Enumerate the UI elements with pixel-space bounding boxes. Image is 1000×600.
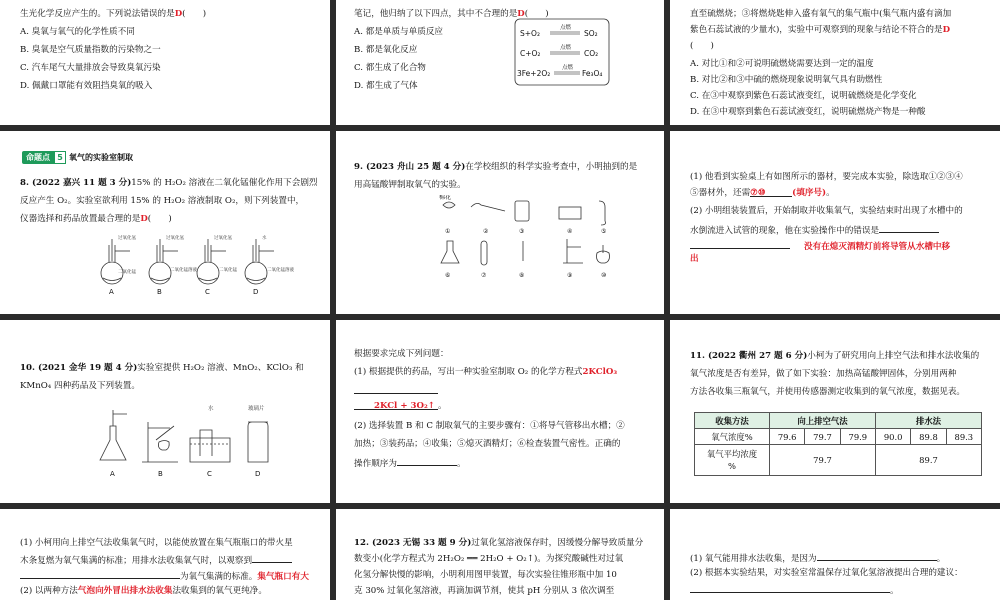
option-a: A. 臭氧与氧气的化学性质不同 xyxy=(20,27,135,37)
option-c: C. 汽车尾气大量排放会导致臭氧污染 xyxy=(20,63,161,73)
label-d-bottom: 二氧化锰溶液 xyxy=(267,268,294,273)
table-cell: 79.7 xyxy=(770,445,876,476)
answer-mark: D xyxy=(517,9,525,19)
item-num-1: ① xyxy=(445,228,451,235)
answer-1a: 2KClO₃ xyxy=(582,367,618,377)
sub-question-1-cont: 木条复燃为氧气集满的标准；用排水法收集氧气时，以观察到 xyxy=(20,556,253,566)
topic-badge xyxy=(22,151,133,164)
panel-q-oxygen-notes xyxy=(336,0,664,125)
answer-1: ⑦⑩ xyxy=(750,188,766,198)
question-text-2: 氧气浓度是否有差异，做了如下实验：加热高锰酸钾固体，分别用两种 xyxy=(690,369,957,379)
item-num-8: ⑧ xyxy=(519,272,525,279)
period-2: 。 xyxy=(890,586,899,596)
sub-question-1: (1) 氧气能用排水法收集，是因为 xyxy=(690,554,817,564)
answer-paren: ( ) xyxy=(524,9,549,19)
option-a: A. 对比①和②可说明硫燃烧需要达到一定的温度 xyxy=(690,59,874,69)
option-a: A. 都是单质与单质反应 xyxy=(354,27,444,37)
sub-question-2: (2) 根据本实验结果，对实验室常温保存过氧化氢溶液提出合理的建议： xyxy=(690,568,963,578)
option-label-b: B xyxy=(158,470,163,478)
period: 。 xyxy=(826,188,835,198)
table-cell: 79.9 xyxy=(840,429,875,445)
equation-box xyxy=(514,18,610,88)
question-source: 11. (2022 衢州 27 题 6 分) xyxy=(690,351,808,361)
table-row-label-b: % xyxy=(728,461,736,471)
instructions: 根据要求完成下列问题： xyxy=(354,349,449,359)
question-text-3: 仪器选择和药品放置最合理的是 xyxy=(20,214,141,224)
answer-blank-1b xyxy=(20,569,180,579)
panel-q8-h2o2 xyxy=(0,131,330,314)
equation-1-right: SO₂ xyxy=(584,29,598,38)
sub-question-2: (2) 小明组装装置后，开始制取并收集氧气，实验结束时出现了水槽中的 xyxy=(690,206,963,216)
sub-question-2: (2) 选择装置 B 和 C 制取氧气的主要步骤有：①将导气管移出水槽；② xyxy=(354,421,625,431)
panel-q-sulfur xyxy=(670,0,1000,125)
question-text-1: 实验室提供 H₂O₂ 溶液、MnO₂、KClO₃ 和 xyxy=(137,363,304,373)
panel-q12-h2o2 xyxy=(336,509,664,600)
period: 。 xyxy=(936,554,946,564)
table-cell: 90.0 xyxy=(875,429,910,445)
label-c-top: 过氧化氢 xyxy=(214,236,232,241)
table-header-row xyxy=(695,413,982,429)
table-header: 排水法 xyxy=(875,413,981,429)
panel-q-ozone xyxy=(0,0,330,125)
item-num-10: ⑩ xyxy=(601,272,607,279)
panel-q11-answers xyxy=(0,509,330,600)
question-text-2: 数变小(化学方程式为 2H₂O₂ ══ 2H₂O + O₂↑)。为探究酸碱性对过氧 xyxy=(354,554,624,564)
cotton-label: 棉花 xyxy=(439,195,452,201)
answer-mark: D xyxy=(942,25,951,35)
answer-2-line1: 没有在熄灭酒精灯前将导管从水槽中移 xyxy=(804,242,951,252)
option-d: D. 都生成了气体 xyxy=(354,81,418,91)
label-c-bottom: 二氧化锰 xyxy=(219,268,237,273)
question-text-1: 小柯为了研究用向上排空气法和排水法收集的 xyxy=(807,351,980,361)
answer-1b: 2KCl + 3O₂↑ xyxy=(374,401,435,411)
table-row xyxy=(695,429,982,445)
label-a-bottom: 二氧化锰 xyxy=(118,270,136,275)
question-text-1: 15% 的 H₂O₂ 溶液在二氧化锰催化作用下会剧烈 xyxy=(131,178,318,188)
question-source: 12. (2023 无锡 33 题 9 分) xyxy=(354,538,472,548)
apparatus-d xyxy=(248,422,268,462)
question-text: 生光化学反应产生的。下列说法错误的是 xyxy=(20,9,175,19)
answer-blank-1b xyxy=(354,400,438,410)
table-cell: 89.7 xyxy=(875,445,981,476)
table-header: 收集方法 xyxy=(695,413,770,429)
option-b: B. 对比②和③中硫的燃烧现象说明氧气具有助燃性 xyxy=(690,75,883,85)
glass-plate-label: 玻璃片 xyxy=(248,406,265,412)
answer-blank-2 xyxy=(690,583,890,593)
table-header: 向上排空气法 xyxy=(770,413,876,429)
apparatus-abcd xyxy=(90,400,290,480)
table-cell: 89.3 xyxy=(946,429,981,445)
question-text-1: 直至硫燃烧；③将燃烧匙伸入盛有氧气的集气瓶中(集气瓶内盛有滴加 xyxy=(690,9,952,19)
apparatus-c xyxy=(190,430,230,462)
item-num-3: ③ xyxy=(519,228,525,235)
spatula-icon xyxy=(471,203,505,211)
option-label-b: B xyxy=(157,288,162,296)
panel-q10-answers xyxy=(336,320,664,503)
topic-title: 氧气的实验室制取 xyxy=(69,153,133,162)
question-source: 10. (2021 金华 19 题 4 分) xyxy=(20,363,138,373)
item-num-7: ⑦ xyxy=(481,272,487,279)
table-row xyxy=(695,445,982,476)
answer-blank-1 xyxy=(354,384,438,394)
option-label-c: C xyxy=(205,288,210,296)
apparatus-b xyxy=(142,422,178,462)
answer-blank-2 xyxy=(879,223,939,233)
equation-3-condition: 点燃 xyxy=(562,65,574,71)
panel-q12-answers xyxy=(670,509,1000,600)
equipment-grid xyxy=(431,195,631,305)
question-text-4: 克 30% 过氧化氢溶液，再滴加调节剂，使其 pH 分别从 3 依次调至 xyxy=(354,586,615,596)
option-d: D. 佩戴口罩能有效阻挡臭氧的吸入 xyxy=(20,81,153,91)
answer-1-cont: 气泡向外冒出 xyxy=(77,586,130,596)
item-num-9: ⑨ xyxy=(567,272,573,279)
answer-blank-2 xyxy=(397,456,457,466)
equation-2-left: C+O₂ xyxy=(520,49,541,58)
sub-question-2-cont: 水倒流进入试管的现象，他在实验操作中的错误是 xyxy=(690,226,880,236)
question-text-3: 化氢分解快慢的影响，小明利用图甲装置，每次实验往锥形瓶中加 10 xyxy=(354,570,617,580)
answer-2-line2: 出 xyxy=(690,254,699,264)
flask-c xyxy=(197,239,226,284)
sub-question-1: (1) 小柯用向上排空气法收集氧气时，以能使放置在集气瓶瓶口的带火星 xyxy=(20,538,293,548)
table-row-label xyxy=(695,445,770,476)
water-trough-icon xyxy=(559,207,581,219)
delivery-tube-icon xyxy=(599,201,606,225)
apparatus-a xyxy=(100,410,127,460)
label-b-bottom: 二氧化锰溶液 xyxy=(170,268,197,273)
answer-paren: ( ) xyxy=(690,41,714,51)
table-row-label-a: 氧气平均浓度 xyxy=(706,449,758,459)
panel-q11-concentration xyxy=(670,320,1000,503)
table-cell: 89.8 xyxy=(911,429,946,445)
panel-q9-answers xyxy=(670,131,1000,314)
question-source: 9. (2023 舟山 25 题 4 分) xyxy=(354,162,466,172)
table-cell: 79.6 xyxy=(770,429,805,445)
label-b-top: 过氧化氢 xyxy=(166,236,184,241)
label-a-top: 过氧化氢 xyxy=(118,236,136,241)
option-label-d: D xyxy=(255,470,261,478)
option-c: C. 都生成了化合物 xyxy=(354,63,426,73)
option-b: B. 臭氧是空气质量指数的污染物之一 xyxy=(20,45,161,55)
question-text-2: 用高锰酸钾制取氧气的实验。 xyxy=(354,180,466,190)
water-label: 水 xyxy=(208,406,214,412)
equation-2-right: CO₂ xyxy=(584,49,599,58)
option-b: B. 都是氧化反应 xyxy=(354,45,418,55)
test-tube-icon xyxy=(481,241,487,265)
table-row-label: 氧气浓度% xyxy=(695,429,770,445)
equation-2-condition: 点燃 xyxy=(560,45,572,51)
question-text-2: 反应产生 O₂。实验室欲利用 15% 的 H₂O₂ 溶液制取 O₂，则下列装置中， xyxy=(20,196,305,206)
question-text-1: 在学校组织的科学实验考查中，小明抽到的是 xyxy=(465,162,638,172)
sub-question-1-end: 为氧气集满的标准。 xyxy=(180,572,258,582)
item-num-6: ⑥ xyxy=(445,272,451,279)
apparatus-flasks xyxy=(90,231,300,296)
sub-question-1: (1) 根据提供的药品，写出一种实验室制取 O₂ 的化学方程式 xyxy=(354,367,583,377)
question-source: 8. (2022 嘉兴 11 题 3 分) xyxy=(20,178,132,188)
sub-question-1: (1) 他看到实验桌上有如图所示的器材，要完成本实验，除选取①②③④ xyxy=(690,172,963,182)
conical-flask-icon xyxy=(441,241,459,263)
answer-hint: (填序号) xyxy=(792,188,827,198)
topic-number: 5 xyxy=(54,151,66,164)
answer-mark: D xyxy=(174,9,183,19)
equation-1-left: S+O₂ xyxy=(520,29,540,38)
concentration-table xyxy=(694,412,982,476)
equation-3-left: 3Fe+2O₂ xyxy=(517,69,551,78)
flask-d xyxy=(245,239,274,284)
answer-paren: ( ) xyxy=(182,9,207,19)
answer-blank-1 xyxy=(817,551,937,561)
cotton-icon xyxy=(443,202,455,208)
option-label-a: A xyxy=(109,288,114,296)
answer-blank-1 xyxy=(252,553,292,563)
sub-question-2-end: 法收集到的氧气更纯净。 xyxy=(172,586,267,596)
equation-1-condition: 点燃 xyxy=(560,25,572,31)
question-text-3: 方法各收集三瓶氧气，并使用传感器测定收集到的氧气浓度，数据见表。 xyxy=(690,387,966,397)
sub-question-2: (2) 以两种方法 xyxy=(20,586,78,596)
equation-3-right: Fe₃O₄ xyxy=(582,69,603,78)
answer-blank-2b xyxy=(690,239,790,249)
period: 。 xyxy=(438,401,447,411)
panel-q9-kmno4 xyxy=(336,131,664,314)
item-num-2: ② xyxy=(483,228,489,235)
option-d: D. 在③中观察到紫色石蕊试液变红，说明硫燃烧产物是一种酸 xyxy=(690,107,926,117)
question-text-2: 紫色石蕊试液的少量水)，实验中可观察到的现象与结论不符合的是 xyxy=(690,25,943,35)
panel-q10-apparatus xyxy=(0,320,330,503)
option-c: C. 在③中观察到紫色石蕊试液变红，说明硫燃烧是化学变化 xyxy=(690,91,917,101)
item-num-5: ⑤ xyxy=(601,228,607,235)
flask-b xyxy=(149,239,178,284)
sub-question-2-end: 操作顺序为 xyxy=(354,459,397,469)
alcohol-lamp-icon xyxy=(597,245,610,263)
answer-paren: ( ) xyxy=(147,214,172,224)
option-label-d: D xyxy=(253,288,259,296)
option-label-a: A xyxy=(110,470,115,478)
option-label-c: C xyxy=(207,470,212,478)
period-2: 。 xyxy=(456,459,466,469)
label-d-top: 水 xyxy=(262,236,267,241)
answer-blank-1 xyxy=(750,187,792,197)
answer-mark: D xyxy=(140,214,148,224)
sub-question-1-cont: ⑤器材外，还需 xyxy=(690,188,751,198)
question-text-2: KMnO₄ 四种药品及下列装置。 xyxy=(20,381,140,391)
answer-1: 集气瓶口有大 xyxy=(257,572,309,582)
jar-icon xyxy=(515,201,529,221)
answer-2: 排水法收集 xyxy=(129,586,173,596)
topic-tag: 命题点 xyxy=(22,151,54,164)
question-text-1: 过氧化氢溶液保存时，因缓慢分解导致质量分 xyxy=(471,538,644,548)
table-cell: 79.7 xyxy=(805,429,840,445)
question-text: 笔记，他归纳了以下四点，其中不合理的是 xyxy=(354,9,518,19)
item-num-4: ④ xyxy=(567,228,573,235)
iron-stand-icon xyxy=(563,239,583,263)
flask-a xyxy=(101,239,130,284)
sub-question-2-cont: 加热；③装药品；④收集；⑤熄灭酒精灯；⑥检查装置气密性。正确的 xyxy=(354,439,621,449)
